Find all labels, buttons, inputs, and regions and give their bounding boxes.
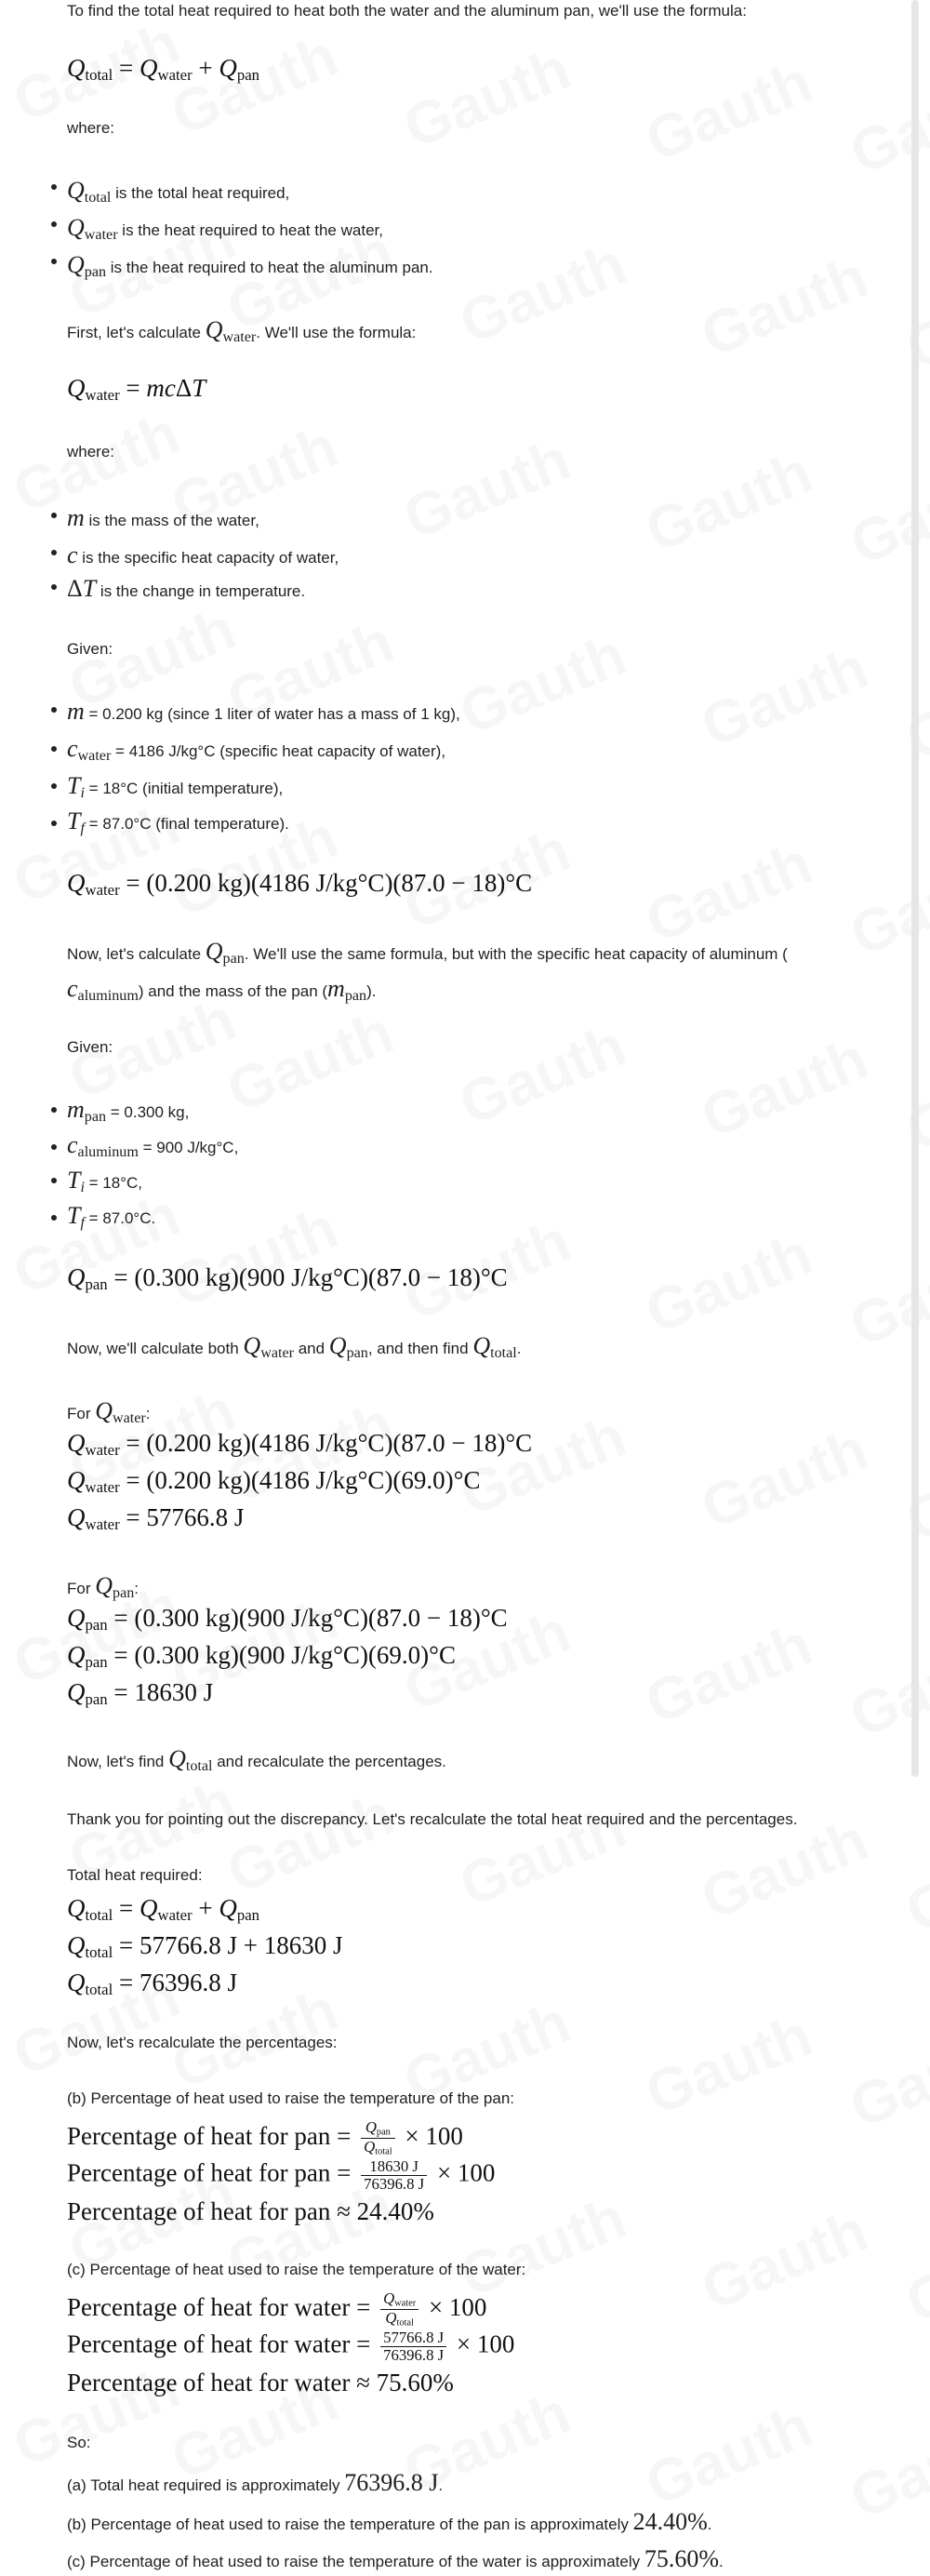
watermark-text xyxy=(218,1779,403,1907)
pan-percent-result: Percentage of heat for pan ≈ 24.40% xyxy=(67,2197,434,2225)
watermark-text xyxy=(636,47,821,175)
now-both-text: Now, we'll calculate both $Q_{water}$ and $Q_{pan}$, and then find $Q_{total}$. xyxy=(67,1332,522,1362)
pan-step-2: $Q_{pan} = (0.300$ kg)(900 J/kg°C)(69.0)°C xyxy=(67,1641,456,1672)
bullet xyxy=(51,221,57,227)
pan-percent-sub: Percentage of heat for pan = $\frac{18630 J}{76396.8 J}$ × 100 xyxy=(67,2157,496,2193)
given-mass-pan: $m_{pan} = 0.300$ kg, xyxy=(67,1096,190,1126)
watermark-text xyxy=(841,2013,930,2142)
where-label: where: xyxy=(67,119,115,137)
watermark-text xyxy=(692,1414,877,1542)
watermark-text xyxy=(218,997,403,1126)
water-step-1: $Q_{water} = (0.200$ kg)(4186 J/kg°C)(87.0 − 18)°C xyxy=(67,1429,533,1460)
water-percent-result: Percentage of heat for water ≈ 75.60% xyxy=(67,2369,454,2396)
watermark-text xyxy=(897,1818,930,1946)
given-label: Given: xyxy=(67,640,113,658)
given-label-2: Given: xyxy=(67,1038,113,1056)
intro-text: To find the total heat required to heat both the water and the aluminum pan, we'll use the formula: xyxy=(67,2,747,20)
watermark-text xyxy=(162,1193,347,1321)
pan-step-1: $Q_{pan} = (0.300$ kg)(900 J/kg°C)(87.0 − 18)°C xyxy=(67,1604,508,1635)
bullet xyxy=(51,1107,57,1113)
scrollbar[interactable] xyxy=(911,0,919,1777)
so-label: So: xyxy=(67,2434,91,2451)
for-water-label: For $Q_{water}$: xyxy=(67,1397,151,1427)
def-c: c is the specific heat capacity of water, xyxy=(67,541,339,568)
bullet xyxy=(51,1178,57,1183)
given-ti: $T_i = 18^\circ C$ (initial temperature), xyxy=(67,772,284,802)
for-pan-label: For $Q_{pan}$: xyxy=(67,1572,140,1602)
equation-pan-sub: $Q_{pan} = (0.300$ kg)(900 J/kg°C)(87.0 − 18)°C xyxy=(67,1263,508,1294)
total-heat-label: Total heat required: xyxy=(67,1866,203,1884)
pan-percent-formula: Percentage of heat for pan = $\frac{Q_{pan}}{Q_{total}}$ × 100 xyxy=(67,2118,463,2158)
bullet xyxy=(51,746,57,752)
given-mass-water: m = 0.200 kg (since 1 liter of water has a mass of 1 kg), xyxy=(67,698,460,725)
now-pan-text-2: $c_{aluminum}$) and the mass of the pan $(m_{pan})$. xyxy=(67,975,377,1005)
def-q-water: $Q_{water}$ is the heat required to heat the water, xyxy=(67,214,383,244)
recalc-text: Now, let's recalculate the percentages: xyxy=(67,2034,338,2051)
equation-water-sub: $Q_{water} = (0.200$ kg)(4186 J/kg°C)(87.0 − 18)°C xyxy=(67,869,533,900)
water-step-3: $Q_{water} = 57766.8$ J xyxy=(67,1503,245,1534)
bullet xyxy=(51,821,57,826)
part-b-heading: (b) Percentage of heat used to raise the temperature of the pan: xyxy=(67,2089,515,2107)
bullet xyxy=(51,513,57,518)
water-percent-formula: Percentage of heat for water = $\frac{Q_{water}}{Q_{total}}$ × 100 xyxy=(67,2289,487,2329)
watermark-text xyxy=(841,2404,930,2532)
equation-water: $Q_{water} = mc\Delta T$ xyxy=(67,374,206,405)
now-pan-text: Now, let's calculate $Q_{pan}$. We'll use the same formula, but with the specific heat capacity of aluminum ( xyxy=(67,938,788,968)
watermark-text xyxy=(692,1023,877,1152)
total-step-2: $Q_{total} = 57766.8$ J + 18630 J xyxy=(67,1931,343,1962)
thanks-text: Thank you for pointing out the discrepancy. Let's recalculate the total heat required and the percentages. xyxy=(67,1810,798,1828)
answer-c: (c) Percentage of heat used to raise the temperature of the water is approximately 75.60%. xyxy=(67,2545,724,2572)
total-step-1: $Q_{total} = Q_{water} + Q_{pan}$ xyxy=(67,1894,260,1925)
watermark-text xyxy=(636,2391,821,2519)
part-c-heading: (c) Percentage of heat used to raise the temperature of the water: xyxy=(67,2261,526,2278)
def-m: m is the mass of the water, xyxy=(67,504,259,531)
bullet xyxy=(51,259,57,264)
bullet xyxy=(51,783,57,789)
bullet xyxy=(51,550,57,555)
watermark-text xyxy=(636,1609,821,1738)
given-c-water: $c_{water} = 4186$ J/kg°C (specific heat capacity of water), xyxy=(67,735,446,765)
given-tf: $T_f = 87.0^\circ C$ (final temperature). xyxy=(67,808,289,837)
given-tf-2: $T_f = 87.0^\circ C$. xyxy=(67,1202,156,1232)
equation-total: $Q_{total} = Q_{water} + Q_{pan}$ xyxy=(67,54,260,85)
answer-a: (a) Total heat required is approximately 76396.8 J. xyxy=(67,2469,444,2496)
watermark-text xyxy=(692,633,877,761)
watermark-text xyxy=(636,2000,821,2129)
watermark-text xyxy=(450,620,635,748)
watermark-text xyxy=(450,1010,635,1139)
watermark-text xyxy=(394,33,579,162)
watermark-text xyxy=(692,2196,877,2324)
bullet xyxy=(51,707,57,713)
water-percent-sub: Percentage of heat for water = $\frac{57766.8 J}{76396.8 J}$ × 100 xyxy=(67,2329,515,2364)
water-step-2: $Q_{water} = (0.200$ kg)(4186 J/kg°C)(69.0)°C xyxy=(67,1466,481,1497)
find-total-text: Now, let's find $Q_{total}$ and recalculate the percentages. xyxy=(67,1745,446,1775)
where-label-2: where: xyxy=(67,443,115,460)
total-step-3: $Q_{total} = 76396.8$ J xyxy=(67,1969,237,1999)
watermark-text xyxy=(450,1401,635,1529)
watermark-text xyxy=(636,437,821,566)
def-q-total: $Q_{total}$ is the total heat required, xyxy=(67,177,290,207)
watermark-text xyxy=(897,2209,930,2337)
given-ti-2: $T_i = 18^\circ C$, xyxy=(67,1167,143,1196)
watermark-text xyxy=(450,229,635,357)
def-dt: ΔT is the change in temperature. xyxy=(67,575,306,602)
bullet xyxy=(51,584,57,590)
pan-step-3: $Q_{pan} = 18630$ J xyxy=(67,1678,214,1709)
first-calc-text: First, let's calculate $Q_{water}$. We'll use the formula: xyxy=(67,316,417,346)
bullet xyxy=(51,184,57,190)
watermark-text xyxy=(394,424,579,553)
bullet xyxy=(51,1144,57,1150)
given-c-aluminum: $c_{aluminum} = 900$ J/kg°C, xyxy=(67,1131,239,1161)
bullet xyxy=(51,1215,57,1221)
watermark-text xyxy=(636,1219,821,1347)
answer-b: (b) Percentage of heat used to raise the temperature of the pan is approximately 24.40%. xyxy=(67,2508,712,2535)
def-q-pan: $Q_{pan}$ is the heat required to heat the aluminum pan. xyxy=(67,251,433,281)
watermark-text xyxy=(692,242,877,370)
